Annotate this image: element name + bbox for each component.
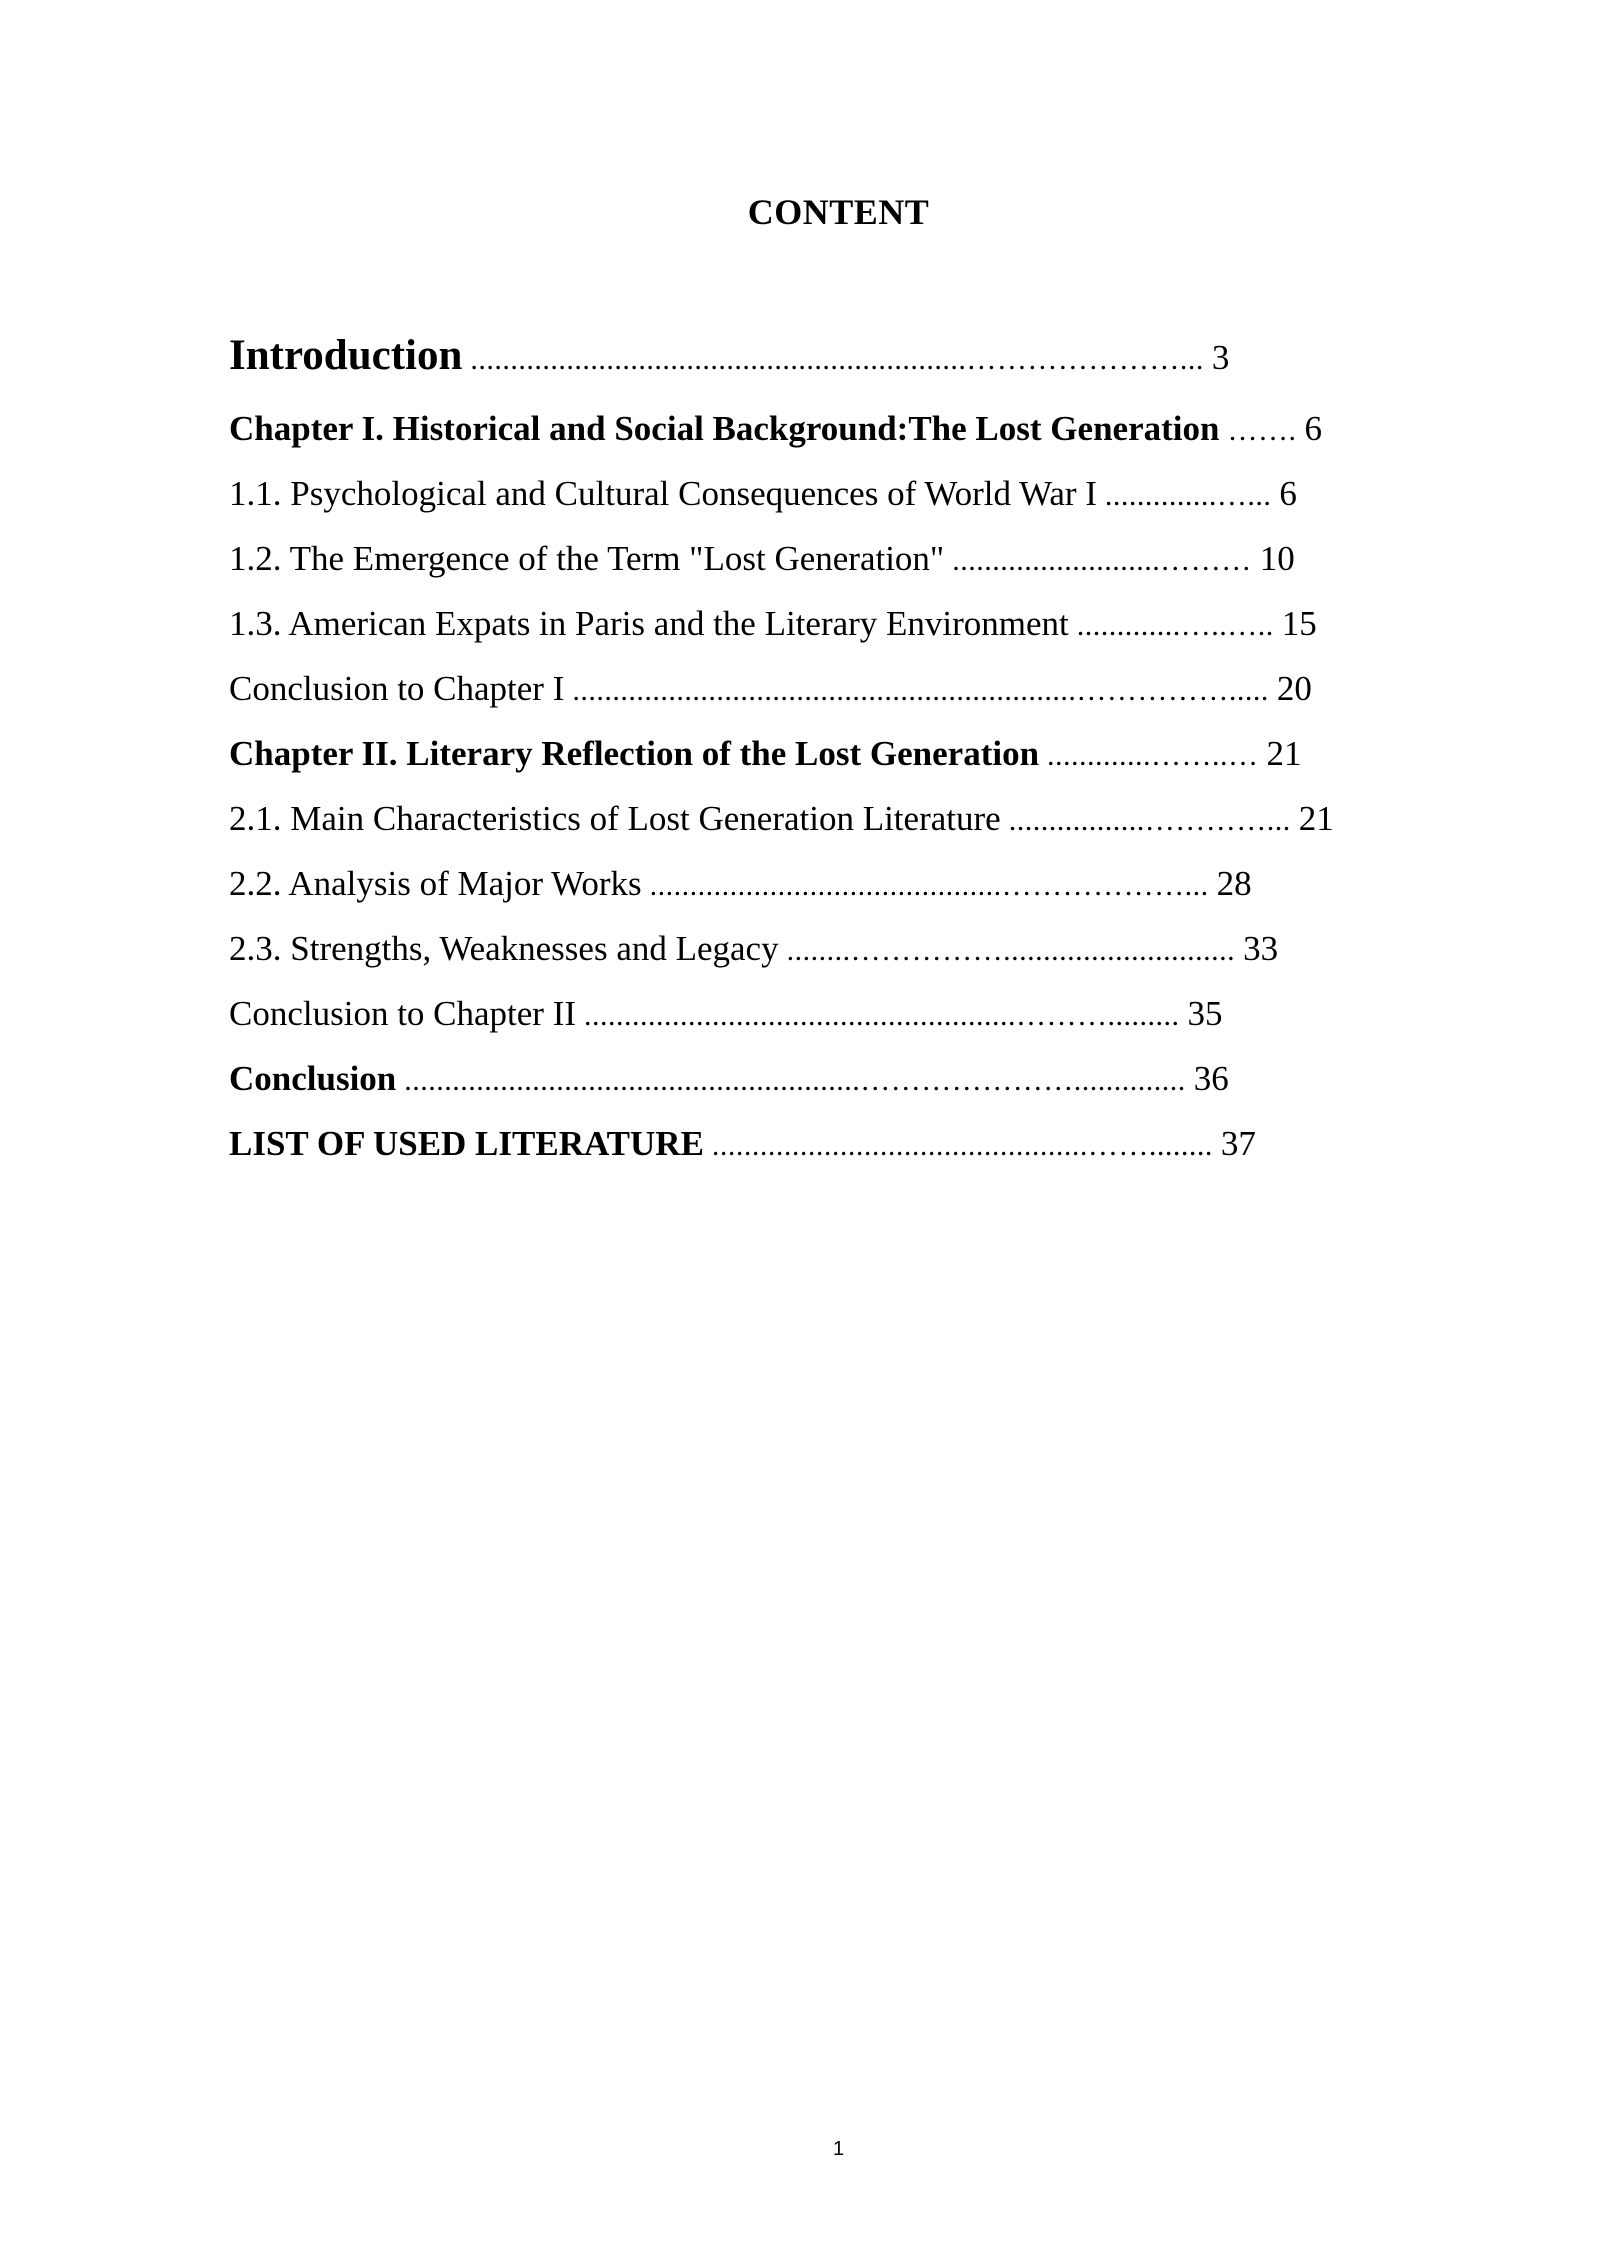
- toc-entry-label: Chapter II. Literary Reflection of the Lost Generation: [229, 734, 1040, 773]
- toc-leader: .............…..…..: [1076, 609, 1274, 642]
- toc-page-number: 15: [1281, 604, 1317, 643]
- toc-leader: ...............................................……........: [711, 1129, 1213, 1162]
- toc-leader: …….: [1227, 414, 1297, 447]
- toc-leader: ..............…...: [1104, 479, 1272, 512]
- toc-entry-section-1-3[interactable]: [229, 591, 1429, 656]
- toc-entry-conclusion-chapter-2[interactable]: [229, 981, 1429, 1046]
- toc-entry-label: 1.2. The Emergence of the Term "Lost Generation": [229, 539, 945, 578]
- toc-entry-literature-list[interactable]: [229, 1111, 1429, 1176]
- toc-leader: .............……..…: [1047, 739, 1259, 772]
- toc-page-number: 37: [1220, 1124, 1256, 1163]
- toc-entry-chapter-2[interactable]: [229, 721, 1429, 786]
- toc-entry-conclusion[interactable]: [229, 1046, 1429, 1111]
- toc-entry-label: 1.1. Psychological and Cultural Consequences of World War I: [229, 474, 1097, 513]
- toc-page-number: 6: [1279, 474, 1297, 513]
- toc-page-number: 21: [1298, 799, 1334, 838]
- toc-entry-conclusion-chapter-1[interactable]: [229, 656, 1429, 721]
- table-of-contents: [229, 316, 1429, 1176]
- toc-entry-label: Introduction: [229, 332, 463, 379]
- toc-page-number: 20: [1276, 669, 1312, 708]
- toc-entry-label: Chapter I. Historical and Social Background:The Lost Generation: [229, 409, 1220, 448]
- toc-entry-label: LIST OF USED LITERATURE: [229, 1124, 704, 1163]
- page-title: CONTENT: [747, 192, 930, 232]
- toc-leader: ......................................................……….........: [584, 999, 1180, 1032]
- toc-entry-label: 2.1. Main Characteristics of Lost Generation Literature: [229, 799, 1001, 838]
- toc-leader: ..........................………: [952, 544, 1252, 577]
- toc-page-number: 21: [1266, 734, 1302, 773]
- toc-entry-label: Conclusion to Chapter II: [229, 994, 577, 1033]
- toc-page-number: 36: [1193, 1059, 1229, 1098]
- toc-leader: ..............................................................…………………...: [470, 343, 1204, 376]
- toc-page-number: 33: [1243, 929, 1279, 968]
- toc-leader: .........................................................…………………..............: [404, 1064, 1186, 1097]
- toc-page-number: 10: [1259, 539, 1295, 578]
- toc-leader: .................…………...: [1008, 804, 1291, 837]
- toc-entry-section-1-2[interactable]: [229, 526, 1429, 591]
- toc-entry-section-2-2[interactable]: [229, 851, 1429, 916]
- toc-leader: ...............................................................…………….....: [572, 674, 1269, 707]
- toc-page-number: 6: [1304, 409, 1322, 448]
- toc-entry-label: 2.2. Analysis of Major Works: [229, 864, 642, 903]
- toc-page-number: 3: [1211, 338, 1230, 377]
- toc-leader: ........…………….............................: [786, 934, 1236, 967]
- toc-entry-label: Conclusion to Chapter I: [229, 669, 565, 708]
- page-number-footer: 1: [832, 2138, 845, 2160]
- toc-entry-section-1-1[interactable]: [229, 461, 1429, 526]
- toc-page-number: 35: [1187, 994, 1223, 1033]
- toc-entry-introduction[interactable]: [229, 316, 1429, 396]
- toc-leader: ............................................………………...: [649, 869, 1209, 902]
- toc-entry-chapter-1[interactable]: [229, 396, 1429, 461]
- toc-entry-section-2-1[interactable]: [229, 786, 1429, 851]
- toc-entry-label: 1.3. American Expats in Paris and the Literary Environment: [229, 604, 1069, 643]
- toc-page-number: 28: [1216, 864, 1252, 903]
- toc-entry-label: 2.3. Strengths, Weaknesses and Legacy: [229, 929, 779, 968]
- toc-entry-section-2-3[interactable]: [229, 916, 1429, 981]
- toc-entry-label: Conclusion: [229, 1059, 397, 1098]
